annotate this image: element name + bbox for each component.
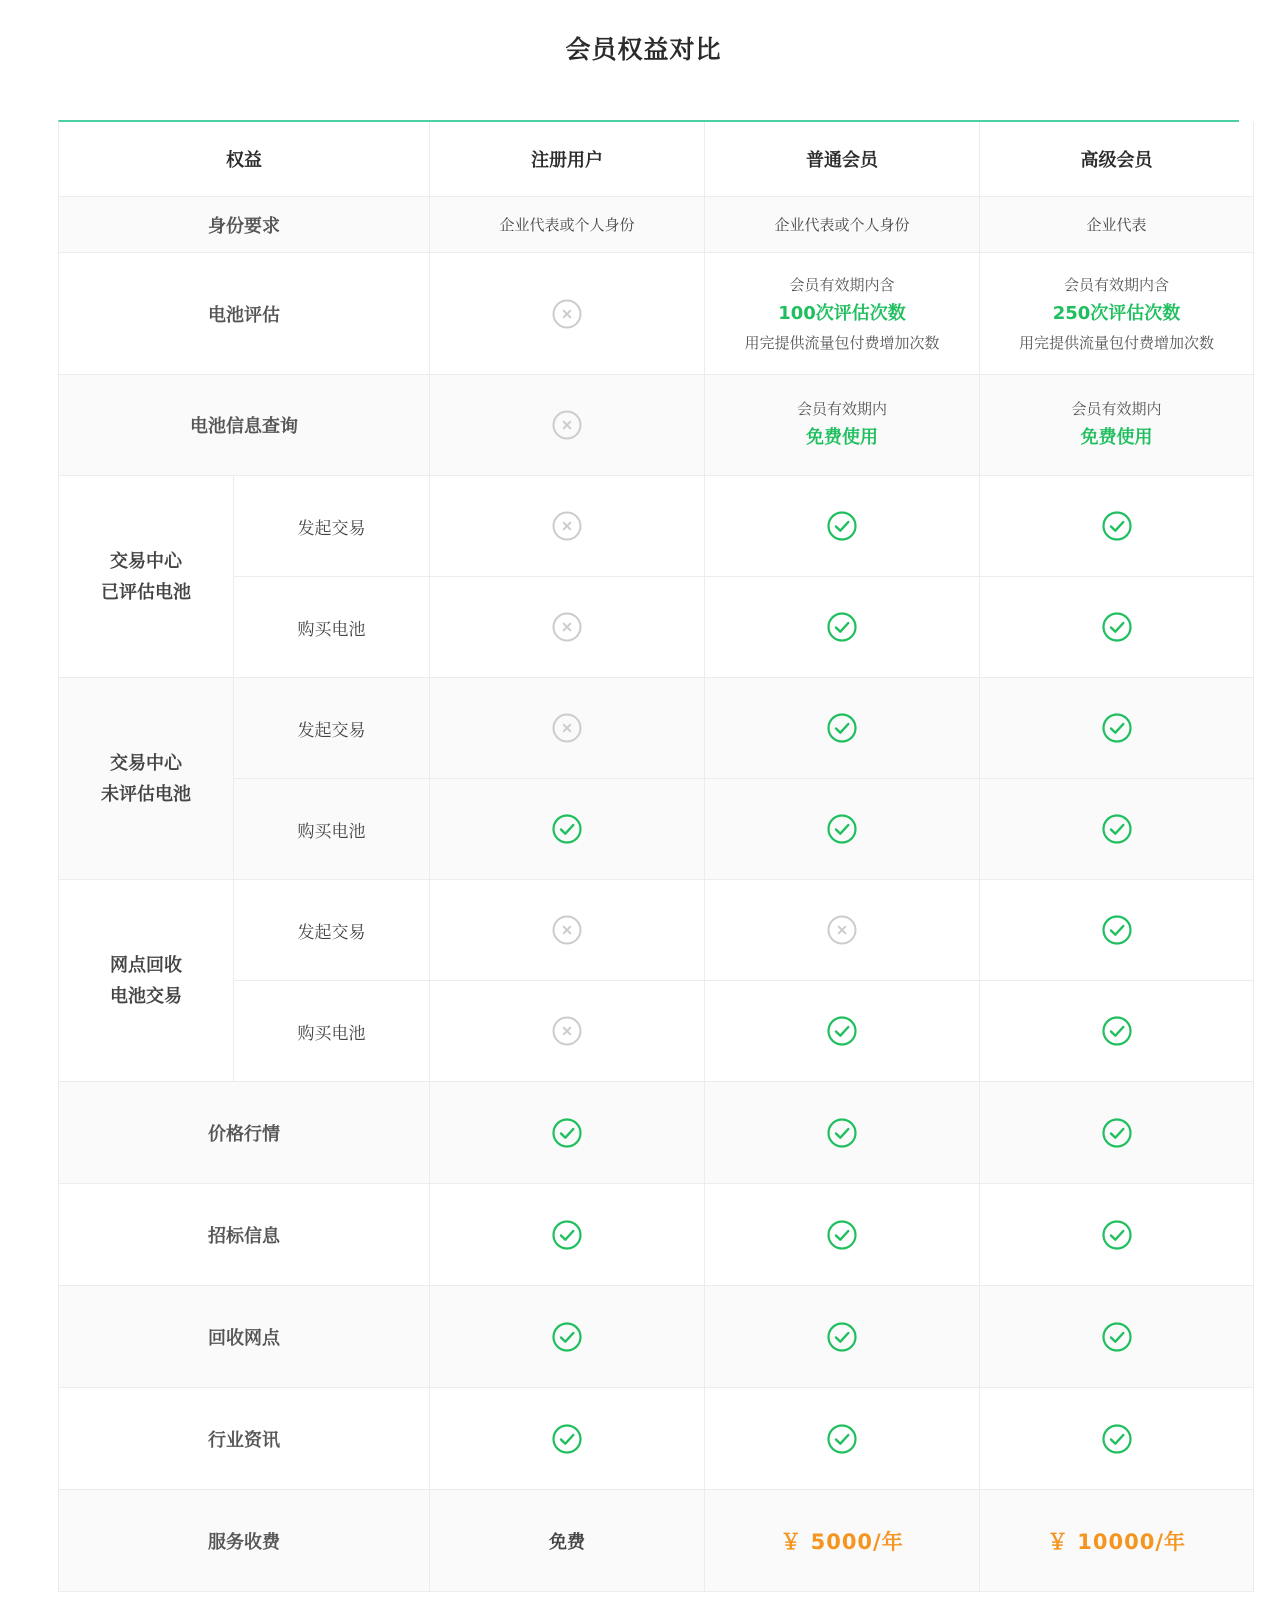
battery-query-normal-free: 免费使用: [806, 427, 878, 448]
x-circle-icon: [551, 914, 583, 946]
battery-eval-normal-quota: 100次评估次数: [778, 302, 906, 324]
row-label-industry-news: 行业资讯: [59, 1388, 430, 1490]
sub-label-initiate-trade: 发起交易: [234, 476, 430, 577]
group-label-unevaluated-trade: [59, 678, 234, 880]
cell: [430, 476, 705, 577]
identity-normal: 企业代表或个人身份: [705, 197, 980, 253]
row-label-battery-query: 电池信息查询: [59, 375, 430, 476]
check-circle-icon: [826, 1423, 858, 1455]
battery-eval-premium: [980, 253, 1254, 375]
battery-eval-normal: [705, 253, 980, 375]
x-circle-icon: [551, 712, 583, 744]
row-label-service-fee: 服务收费: [59, 1490, 430, 1592]
check-circle-icon: [826, 1219, 858, 1251]
cell: [705, 678, 980, 779]
group-label-line2: 电池交易: [110, 985, 182, 1007]
check-circle-icon: [1101, 813, 1133, 845]
group-label-line1: 交易中心: [110, 752, 182, 774]
x-circle-icon: [826, 914, 858, 946]
cell: [980, 981, 1254, 1082]
check-circle-icon: [551, 1117, 583, 1149]
cell: [980, 1388, 1254, 1490]
cell: [980, 577, 1254, 678]
cell: [980, 779, 1254, 880]
cell: [705, 779, 980, 880]
check-circle-icon: [1101, 914, 1133, 946]
battery-query-premium-line1: 会员有效期内: [1071, 400, 1162, 418]
check-circle-icon: [1101, 1117, 1133, 1149]
fee-normal: ￥ 5000/年: [705, 1490, 980, 1592]
cell: [430, 678, 705, 779]
check-circle-icon: [551, 1321, 583, 1353]
cell: [430, 779, 705, 880]
sub-label-buy-battery: 购买电池: [234, 981, 430, 1082]
cell: [980, 1184, 1254, 1286]
fee-registered: 免费: [430, 1490, 705, 1592]
cell: [980, 880, 1254, 981]
battery-query-registered: [430, 375, 705, 476]
cell: [705, 1388, 980, 1490]
check-circle-icon: [826, 1015, 858, 1047]
benefits-comparison-table: [58, 120, 1239, 1592]
sub-label-initiate-trade: 发起交易: [234, 678, 430, 779]
battery-query-premium: [980, 375, 1254, 476]
battery-query-normal: [705, 375, 980, 476]
cell: [705, 880, 980, 981]
fee-premium: ￥ 10000/年: [980, 1490, 1254, 1592]
cell: [705, 476, 980, 577]
x-circle-icon: [551, 1015, 583, 1047]
check-circle-icon: [1101, 611, 1133, 643]
cell: [430, 577, 705, 678]
x-circle-icon: [551, 611, 583, 643]
check-circle-icon: [1101, 510, 1133, 542]
cell: [705, 577, 980, 678]
row-label-tender-info: 招标信息: [59, 1184, 430, 1286]
check-circle-icon: [1101, 1321, 1133, 1353]
row-label-recycle-outlets: 回收网点: [59, 1286, 430, 1388]
sub-label-buy-battery: 购买电池: [234, 779, 430, 880]
check-circle-icon: [826, 813, 858, 845]
x-circle-icon: [551, 510, 583, 542]
sub-label-buy-battery: 购买电池: [234, 577, 430, 678]
group-label-line2: 已评估电池: [101, 581, 191, 603]
check-circle-icon: [551, 1423, 583, 1455]
battery-query-normal-line1: 会员有效期内: [796, 400, 887, 418]
cell: [430, 1184, 705, 1286]
check-circle-icon: [1101, 1423, 1133, 1455]
header-premium-member: 高级会员: [980, 122, 1254, 197]
group-label-line2: 未评估电池: [101, 783, 191, 805]
header-registered-user: 注册用户: [430, 122, 705, 197]
battery-eval-registered: [430, 253, 705, 375]
battery-eval-premium-quota: 250次评估次数: [1052, 302, 1181, 324]
check-circle-icon: [1101, 1015, 1133, 1047]
battery-eval-premium-line1: 会员有效期内含: [1063, 275, 1169, 294]
cell: [430, 1286, 705, 1388]
x-circle-icon: [551, 409, 583, 441]
check-circle-icon: [1101, 1219, 1133, 1251]
cell: [705, 1286, 980, 1388]
cell: [705, 981, 980, 1082]
cell: [980, 476, 1254, 577]
cell: [430, 880, 705, 981]
cell: [980, 1082, 1254, 1184]
group-label-outlet-recycle: [59, 880, 234, 1082]
cell: [705, 1184, 980, 1286]
check-circle-icon: [826, 1117, 858, 1149]
check-circle-icon: [551, 813, 583, 845]
identity-premium: 企业代表: [980, 197, 1254, 253]
check-circle-icon: [826, 712, 858, 744]
group-label-line1: 交易中心: [110, 550, 182, 572]
cell: [430, 1082, 705, 1184]
battery-eval-premium-line3: 用完提供流量包付费增加次数: [1018, 333, 1214, 352]
row-label-battery-eval: 电池评估: [59, 253, 430, 375]
group-label-line1: 网点回收: [110, 954, 182, 976]
header-normal-member: 普通会员: [705, 122, 980, 197]
battery-eval-normal-line1: 会员有效期内含: [789, 275, 895, 294]
page-title: 会员权益对比: [565, 35, 722, 64]
row-label-identity: 身份要求: [59, 197, 430, 253]
battery-eval-normal-line3: 用完提供流量包付费增加次数: [744, 333, 940, 352]
cell: [705, 1082, 980, 1184]
cell: [980, 1286, 1254, 1388]
check-circle-icon: [1101, 712, 1133, 744]
cell: [430, 1388, 705, 1490]
check-circle-icon: [826, 611, 858, 643]
check-circle-icon: [826, 1321, 858, 1353]
row-label-price-market: 价格行情: [59, 1082, 430, 1184]
x-circle-icon: [551, 298, 583, 330]
cell: [980, 678, 1254, 779]
identity-registered: 企业代表或个人身份: [430, 197, 705, 253]
battery-query-premium-free: 免费使用: [1080, 427, 1153, 448]
cell: [430, 981, 705, 1082]
sub-label-initiate-trade: 发起交易: [234, 880, 430, 981]
check-circle-icon: [826, 510, 858, 542]
header-benefit: 权益: [59, 122, 430, 197]
check-circle-icon: [551, 1219, 583, 1251]
group-label-evaluated-trade: [59, 476, 234, 678]
